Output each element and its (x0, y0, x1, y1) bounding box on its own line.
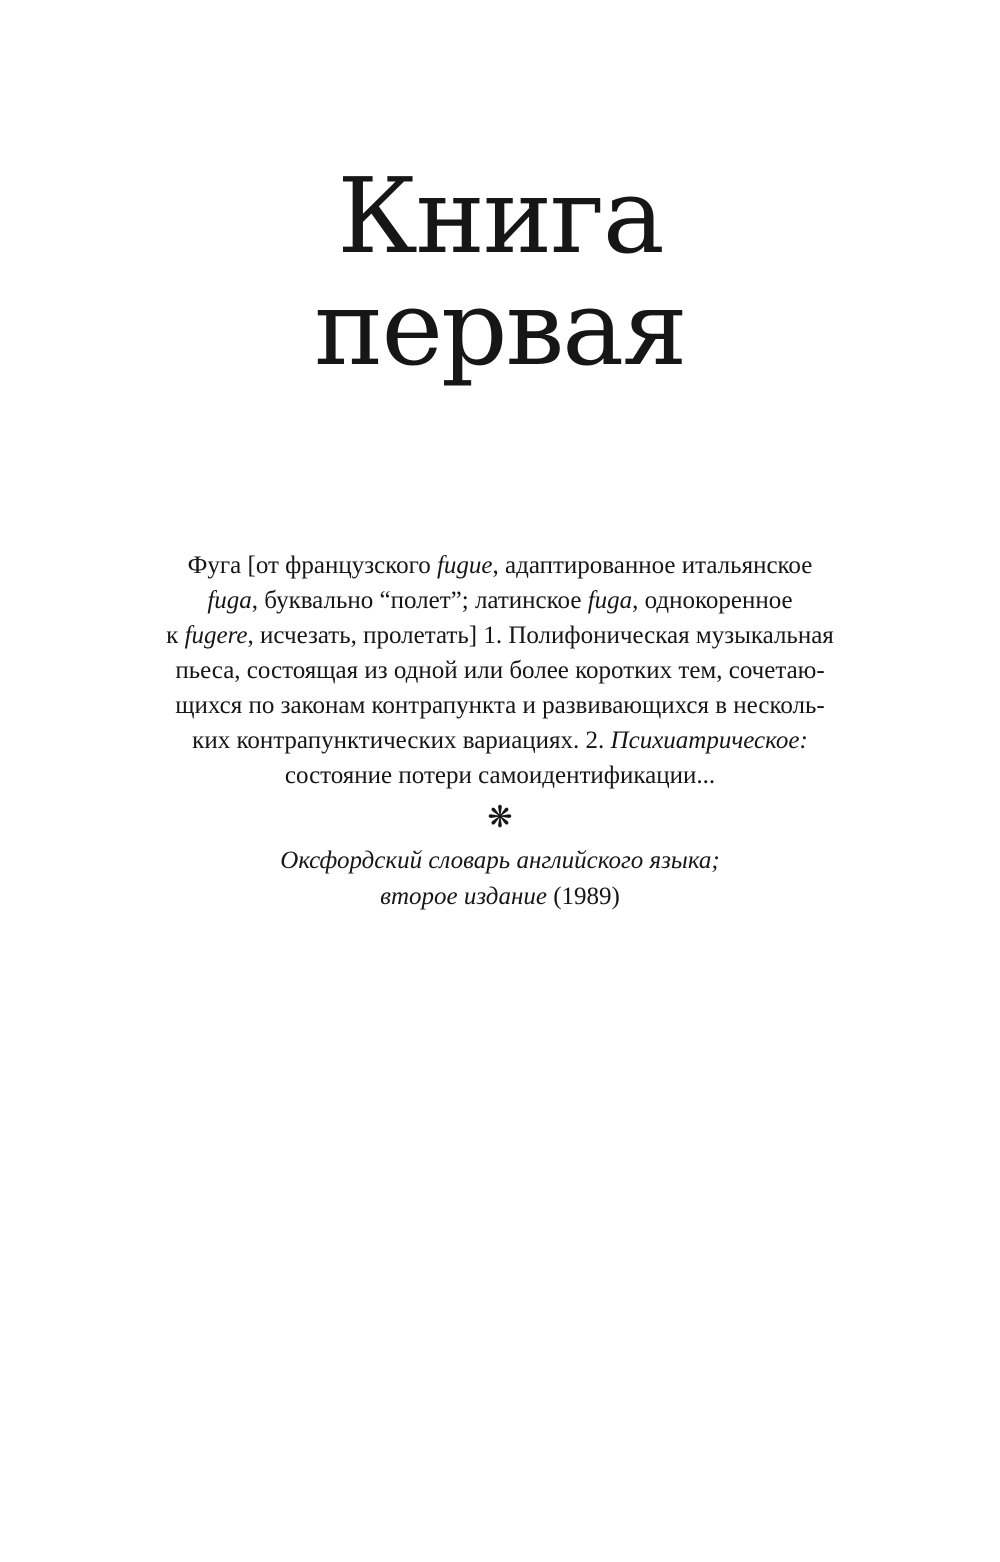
source-year: (1989) (546, 883, 620, 910)
source-title-italic: Оксфордский словарь английского языка; (280, 847, 720, 874)
source-line-2 (90, 879, 910, 915)
definition-term-italic: fugere (184, 622, 248, 649)
definition-line-7: состояние потери самоидентификации... (284, 762, 716, 789)
part-title-line-1: Книга (337, 155, 663, 277)
asterism-ornament-icon: ❋ (487, 800, 513, 835)
definition-text: Фуга [от французского (187, 552, 437, 579)
part-title-line-2: первая (314, 267, 686, 389)
definition-text: , исчезать, пролетать] 1. Полифоническая музыкальная (247, 622, 834, 649)
definition-line-2 (90, 583, 910, 618)
part-title (0, 155, 1000, 389)
definition-text: , однокоренное (632, 587, 793, 614)
definition-text: к (166, 622, 185, 649)
definition-text: ких контрапунктических вариациях. 2. (192, 727, 611, 754)
definition-text: , буквально “полет”; латинское (251, 587, 588, 614)
source-line-1 (90, 843, 910, 879)
definition-term-italic: fuga (207, 587, 252, 614)
source-edition-italic: второе издание (380, 883, 547, 910)
definition-line-1 (90, 548, 910, 583)
definition-line-5: щихся по законам контрапункта и развивающихся в несколь- (175, 692, 825, 719)
epigraph-source (90, 843, 910, 915)
definition-text: , адаптированное итальянское (492, 552, 813, 579)
definition-line-3 (90, 618, 910, 653)
definition-term-italic: fuga (587, 587, 633, 614)
definition-term-italic: Психиатрическое: (610, 727, 808, 754)
definition-line-4: пьеса, состоящая из одной или более коротких тем, сочетаю- (175, 657, 825, 684)
definition-line-6 (90, 723, 910, 758)
definition-term-italic: fugue (436, 552, 493, 579)
epigraph-definition (90, 548, 910, 793)
